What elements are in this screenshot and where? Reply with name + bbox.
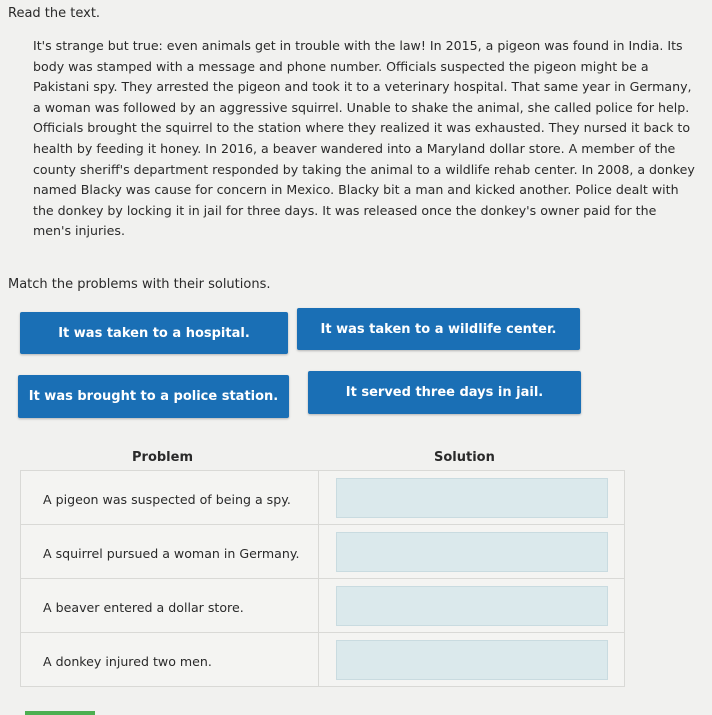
solution-cell — [319, 579, 624, 632]
matching-grid — [20, 470, 625, 687]
solution-cell — [319, 471, 624, 524]
problem-cell: A pigeon was suspected of being a spy. — [21, 471, 319, 524]
solution-column-header: Solution — [434, 450, 495, 465]
progress-indicator — [25, 711, 95, 715]
table-row — [21, 578, 624, 632]
answer-chip-police-station[interactable]: It was brought to a police station. — [18, 375, 289, 418]
problem-cell: A squirrel pursued a woman in Germany. — [21, 525, 319, 578]
instruction-text: Read the text. — [8, 6, 101, 21]
problem-cell: A beaver entered a dollar store. — [21, 579, 319, 632]
solution-drop-target-2[interactable] — [336, 532, 608, 572]
answer-chip-hospital[interactable]: It was taken to a hospital. — [20, 312, 288, 354]
reading-passage: It's strange but true: even animals get in trouble with the law! In 2015, a pigeon was found in India. Its body was stamped with a message and phone number. Officials suspected the pigeon might be a Pakistani spy. They arrested the pigeon and took it to a veterinary hospital. That same year in Germany, a woman was followed by an aggressive squirrel. Unable to shake the animal, she called police for help. Officials brought the squirrel to the station where they realized it was exhausted. They nursed it back to health by feeding it honey. In 2016, a beaver wandered into a Maryland dollar store. A member of the county sheriff's department responded by taking the animal to a wildlife rehab center. In 2008, a donkey named Blacky was cause for concern in Mexico. Blacky bit a man and kicked another. Police dealt with the donkey by locking it in jail for three days. It was released once the donkey's owner paid for the men's injuries. — [33, 38, 695, 239]
solution-cell — [319, 525, 624, 578]
match-prompt: Match the problems with their solutions. — [8, 277, 271, 292]
answer-chip-wildlife-center[interactable]: It was taken to a wildlife center. — [297, 308, 580, 350]
problem-cell: A donkey injured two men. — [21, 633, 319, 686]
solution-cell — [319, 633, 624, 686]
table-row — [21, 524, 624, 578]
problem-column-header: Problem — [132, 450, 193, 465]
matching-table — [20, 440, 625, 685]
table-row — [21, 632, 624, 686]
table-row — [21, 471, 624, 524]
solution-drop-target-3[interactable] — [336, 586, 608, 626]
solution-drop-target-1[interactable] — [336, 478, 608, 518]
answer-chip-jail[interactable]: It served three days in jail. — [308, 371, 581, 414]
solution-drop-target-4[interactable] — [336, 640, 608, 680]
